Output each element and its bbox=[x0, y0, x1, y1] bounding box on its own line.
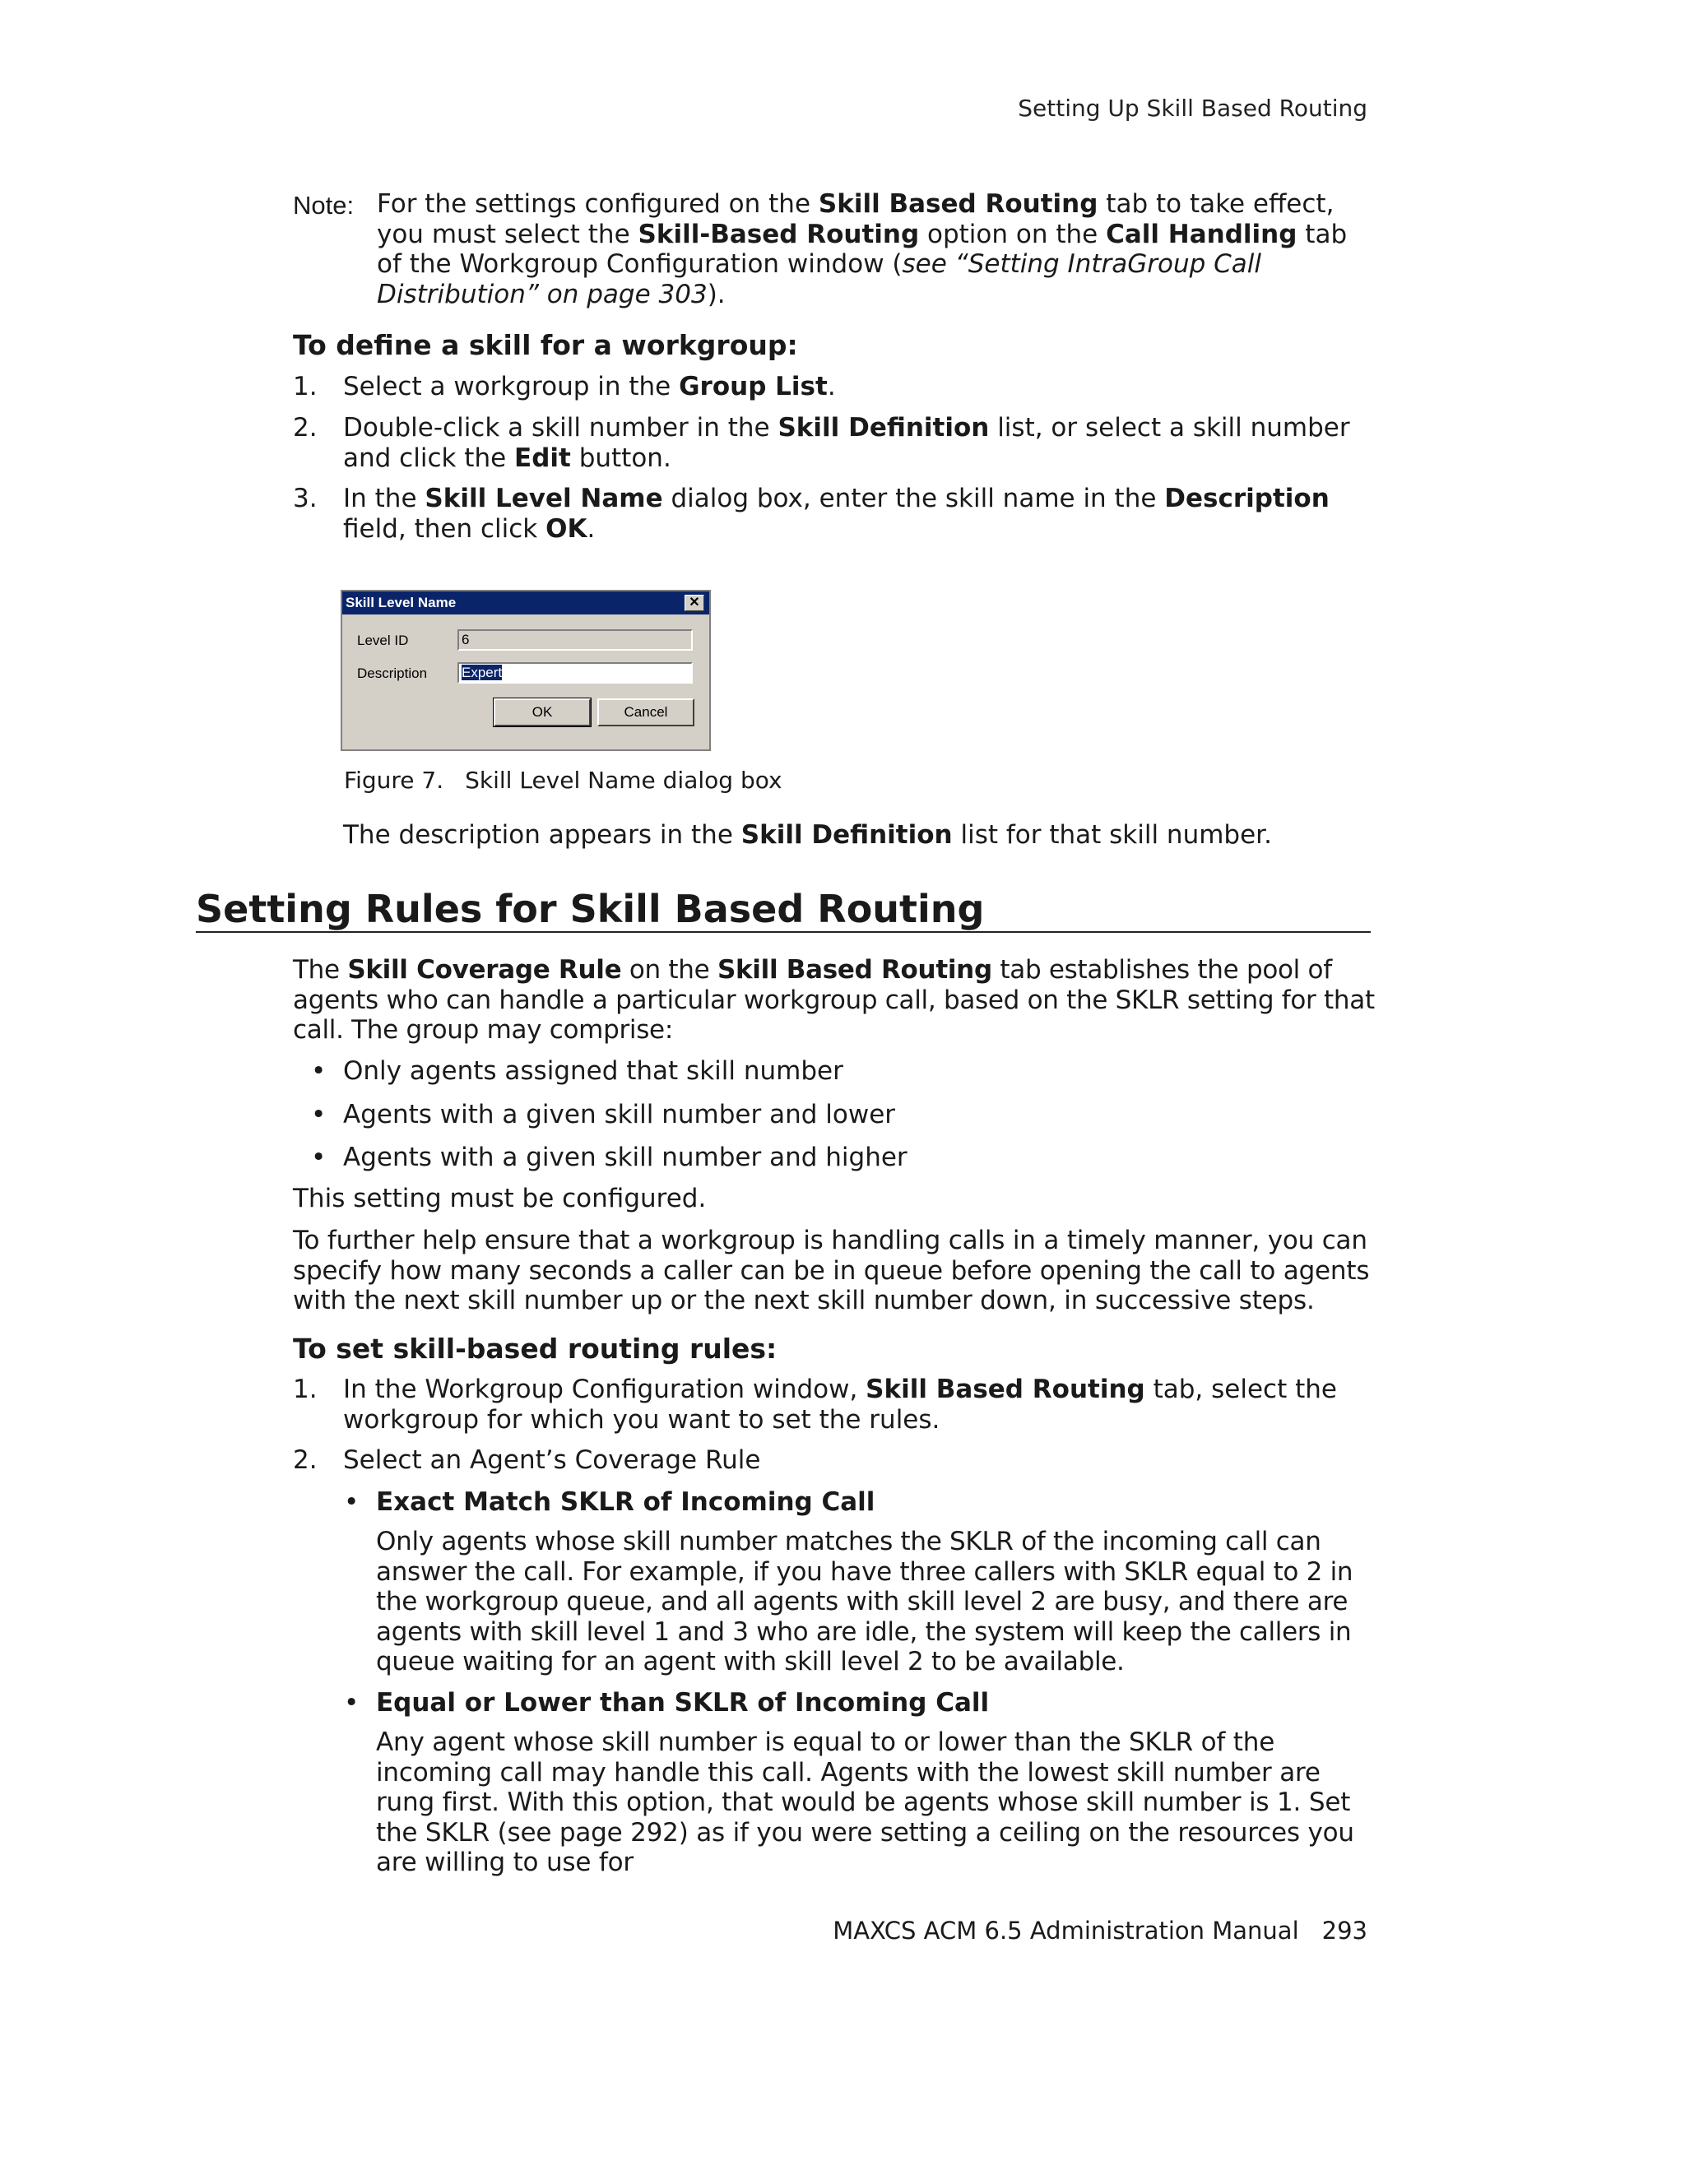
bullet-marker: • bbox=[311, 1100, 327, 1129]
option-body: Any agent whose skill number is equal to or lower than the SKLR of the incoming call may handle this call. Agents with the lowest skill number are rung first. With this option, that would be agents whose skill number is 1. Set the SKLR (see page 292) as if you were setting a ceiling on the resources you are willing to use for bbox=[376, 1727, 1354, 1877]
define-skill-heading: To define a skill for a workgroup: bbox=[293, 329, 798, 361]
bullet-item: Only agents assigned that skill number bbox=[343, 1056, 843, 1086]
description-field[interactable] bbox=[457, 662, 693, 684]
manual-title: MAXCS ACM 6.5 Administration Manual bbox=[833, 1917, 1299, 1945]
bullet-item: Agents with a given skill number and lower bbox=[343, 1100, 896, 1129]
dialog-title-bar bbox=[342, 591, 709, 614]
section-title: Setting Rules for Skill Based Routing bbox=[196, 887, 985, 931]
dialog-title: Skill Level Name bbox=[346, 595, 457, 610]
figure-number: Figure 7. bbox=[344, 767, 444, 794]
section-intro: The Skill Coverage Rule on the Skill Based Routing tab establishes the pool of agents who can handle a particular workgroup call, based on the SKLR setting for that call. The group may comprise: bbox=[293, 955, 1375, 1045]
description-appears-text: The description appears in the Skill Definition list for that skill number. bbox=[343, 820, 1272, 850]
must-configure-text: This setting must be configured. bbox=[293, 1184, 707, 1213]
set-step-1: In the Workgroup Configuration window, Skill Based Routing tab, select the workgroup for which you want to set the rules. bbox=[343, 1375, 1337, 1435]
section-rule bbox=[196, 931, 1371, 933]
step-number: 2. bbox=[293, 413, 318, 443]
bullet-item: Agents with a given skill number and higher bbox=[343, 1143, 907, 1172]
step-number: 2. bbox=[293, 1445, 318, 1475]
bullet-marker: • bbox=[311, 1056, 327, 1086]
step-number: 3. bbox=[293, 484, 318, 513]
skill-level-name-dialog bbox=[341, 590, 711, 751]
level-id-field: 6 bbox=[457, 629, 693, 651]
bullet-marker: • bbox=[311, 1143, 327, 1172]
bullet-marker: • bbox=[344, 1487, 360, 1517]
level-id-label: Level ID bbox=[357, 633, 409, 648]
set-step-2: Select an Agent’s Coverage Rule bbox=[343, 1445, 761, 1475]
bullet-marker: • bbox=[344, 1688, 360, 1718]
set-rules-heading: To set skill-based routing rules: bbox=[293, 1333, 778, 1365]
option-body: Only agents whose skill number matches the SKLR of the incoming call can answer the call. For example, if you have three callers with SKLR equal to 2 in the workgroup queue, and all agents with skill level 2 are busy, and there are agents with skill level 1 and 3 who are idle, the system will keep the callers in queue waiting for an agent with skill level 2 to be available. bbox=[376, 1527, 1353, 1676]
define-step-2: Double-click a skill number in the Skill Definition list, or select a skill number and click the Edit button. bbox=[343, 413, 1350, 473]
ok-button[interactable]: OK bbox=[494, 698, 591, 726]
define-step-3: In the Skill Level Name dialog box, enter the skill name in the Description field, then click OK. bbox=[343, 484, 1330, 544]
close-icon[interactable]: ✕ bbox=[685, 595, 704, 611]
description-label: Description bbox=[357, 665, 428, 681]
cancel-button[interactable]: Cancel bbox=[597, 698, 694, 726]
figure-caption-text: Skill Level Name dialog box bbox=[465, 767, 782, 794]
page-footer bbox=[833, 1917, 1367, 1945]
option-title: Exact Match SKLR of Incoming Call bbox=[376, 1487, 875, 1517]
define-step-1: Select a workgroup in the Group List. bbox=[343, 372, 836, 401]
option-title: Equal or Lower than SKLR of Incoming Call bbox=[376, 1688, 990, 1718]
figure-caption bbox=[344, 767, 782, 794]
note-text: For the settings configured on the Skill Based Routing tab to take effect, you must select the Skill-Based Routing option on the Call Handling tab of the Workgroup Configuration window (see “Setting IntraGroup Call Distribution” on page 303). bbox=[377, 189, 1348, 309]
note-label: Note: bbox=[293, 191, 355, 220]
running-header: Setting Up Skill Based Routing bbox=[1018, 95, 1367, 122]
description-value: Expert bbox=[462, 665, 503, 680]
step-number: 1. bbox=[293, 372, 318, 401]
page-number: 293 bbox=[1321, 1917, 1367, 1945]
further-text: To further help ensure that a workgroup is handling calls in a timely manner, you can specify how many seconds a caller can be in queue before opening the call to agents with the next skill number up or the next skill number down, in successive steps. bbox=[293, 1226, 1370, 1315]
step-number: 1. bbox=[293, 1375, 318, 1404]
